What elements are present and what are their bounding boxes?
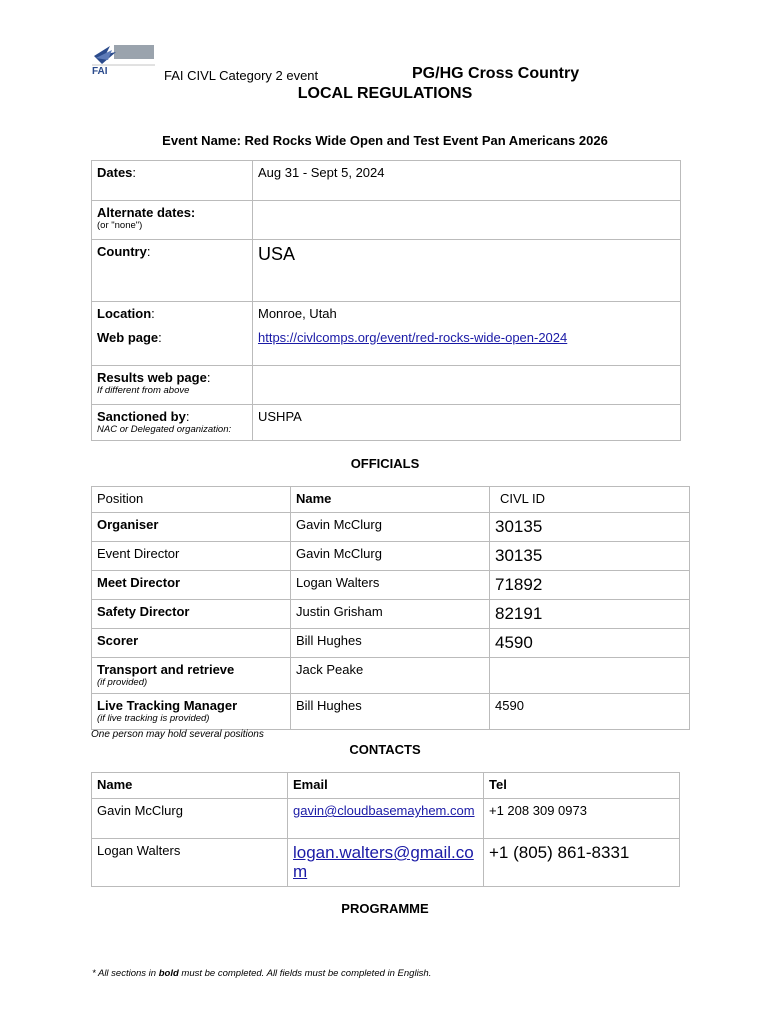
results-label: Results web page — [97, 370, 207, 385]
webpage-label-cell: Web page: — [92, 326, 253, 366]
sanctioned-value[interactable]: USHPA — [253, 405, 681, 441]
official-position: Event Director — [92, 542, 291, 571]
contact-name[interactable]: Logan Walters — [92, 839, 288, 887]
location-value[interactable]: Monroe, Utah — [253, 302, 681, 326]
alt-dates-note: (or "none") — [97, 220, 143, 231]
footer-suffix: must be completed. All fields must be completed in English. — [178, 968, 432, 979]
contact-email-cell — [288, 839, 484, 887]
col-header-tel: Tel — [484, 773, 680, 799]
location-label: Location — [97, 306, 152, 321]
official-civl-id[interactable]: 30135 — [490, 542, 690, 571]
col-header-name: Name — [291, 487, 490, 513]
fai-logo — [92, 44, 155, 78]
official-civl-id[interactable]: 4590 — [490, 629, 690, 658]
table-row — [92, 600, 690, 629]
official-name[interactable]: Bill Hughes — [291, 694, 490, 730]
contacts-heading: CONTACTS — [349, 742, 421, 757]
table-row — [92, 513, 690, 542]
location-label-cell: Location: — [92, 302, 253, 326]
official-civl-id[interactable]: 82191 — [490, 600, 690, 629]
contact-tel[interactable]: +1 (805) 861-8331 — [484, 839, 680, 887]
official-position-note: (if live tracking is provided) — [97, 713, 210, 724]
page-title: LOCAL REGULATIONS — [297, 85, 473, 102]
table-row — [92, 326, 681, 366]
official-name[interactable]: Gavin McClurg — [291, 542, 490, 571]
dates-label-cell: Dates: — [92, 161, 253, 201]
table-row — [92, 366, 681, 405]
logo-text: FAI — [92, 66, 108, 77]
dates-label: Dates — [97, 165, 133, 180]
sanctioned-label: Sanctioned by — [97, 409, 186, 424]
official-name[interactable]: Bill Hughes — [291, 629, 490, 658]
official-name[interactable]: Gavin McClurg — [291, 513, 490, 542]
table-row — [92, 694, 690, 730]
table-row — [92, 629, 690, 658]
contact-email-cell — [288, 799, 484, 839]
country-label: Country — [97, 244, 147, 259]
official-position-cell — [92, 658, 291, 694]
table-row — [92, 161, 681, 201]
event-name: Event Name: Red Rocks Wide Open and Test Event Pan Americans 2026 — [162, 133, 608, 148]
official-position: Transport and retrieve — [97, 662, 235, 677]
official-civl-id[interactable]: 4590 — [490, 694, 690, 730]
official-civl-id[interactable]: 71892 — [490, 571, 690, 600]
contacts-table — [91, 772, 680, 887]
official-position: Organiser — [92, 513, 291, 542]
footer-note — [92, 968, 431, 979]
event-discipline: PG/HG Cross Country — [412, 65, 580, 82]
results-value[interactable] — [253, 366, 681, 405]
country-label-cell: Country: — [92, 240, 253, 302]
col-header-email: Email — [288, 773, 484, 799]
table-row — [92, 799, 680, 839]
table-row — [92, 240, 681, 302]
country-value[interactable]: USA — [253, 240, 681, 302]
col-header-civl-id: CIVL ID — [490, 487, 690, 513]
official-position: Live Tracking Manager — [97, 698, 238, 713]
alt-dates-label-cell — [92, 201, 253, 240]
alt-dates-value[interactable] — [253, 201, 681, 240]
official-position: Meet Director — [92, 571, 291, 600]
table-row — [92, 658, 690, 694]
col-header-name: Name — [92, 773, 288, 799]
official-position: Safety Director — [92, 600, 291, 629]
official-position-cell — [92, 694, 291, 730]
webpage-label: Web page — [97, 329, 159, 345]
dates-value[interactable]: Aug 31 - Sept 5, 2024 — [253, 161, 681, 201]
official-civl-id[interactable] — [490, 658, 690, 694]
sanctioned-note: NAC or Delegated organization: — [97, 424, 232, 435]
contact-email-link[interactable]: gavin@cloudbasemayhem.com — [293, 803, 475, 818]
contact-email-link[interactable]: logan.walters@gmail.com — [293, 843, 474, 881]
webpage-link[interactable]: https://civlcomps.org/event/red-rocks-wide-open-2024 — [258, 329, 568, 345]
table-row — [92, 839, 680, 887]
officials-heading: OFFICIALS — [350, 456, 420, 471]
officials-note: One person may hold several positions — [91, 729, 264, 740]
officials-table — [91, 486, 690, 730]
table-row — [92, 201, 681, 240]
results-label-cell: Results web page: If different from above — [92, 366, 253, 405]
contact-tel[interactable]: +1 208 309 0973 — [484, 799, 680, 839]
event-category: FAI CIVL Category 2 event — [164, 68, 319, 83]
table-row — [92, 405, 681, 441]
footer-prefix: * All sections in — [92, 968, 159, 979]
webpage-cell — [253, 326, 681, 366]
table-row — [92, 542, 690, 571]
official-position: Scorer — [92, 629, 291, 658]
official-name[interactable]: Jack Peake — [291, 658, 490, 694]
table-row — [92, 302, 681, 326]
official-civl-id[interactable]: 30135 — [490, 513, 690, 542]
results-note: If different from above — [97, 385, 190, 396]
contact-name[interactable]: Gavin McClurg — [92, 799, 288, 839]
table-row — [92, 571, 690, 600]
footer-bold-word: bold — [158, 968, 179, 979]
col-header-position: Position — [92, 487, 291, 513]
table-header-row — [92, 773, 680, 799]
event-details-table — [91, 160, 681, 441]
official-name[interactable]: Justin Grisham — [291, 600, 490, 629]
table-header-row — [92, 487, 690, 513]
sanctioned-label-cell: Sanctioned by: NAC or Delegated organization: — [92, 405, 253, 441]
official-name[interactable]: Logan Walters — [291, 571, 490, 600]
programme-heading: PROGRAMME — [341, 901, 429, 916]
alt-dates-label: Alternate dates: — [97, 205, 196, 220]
official-position-note: (if provided) — [97, 677, 148, 688]
